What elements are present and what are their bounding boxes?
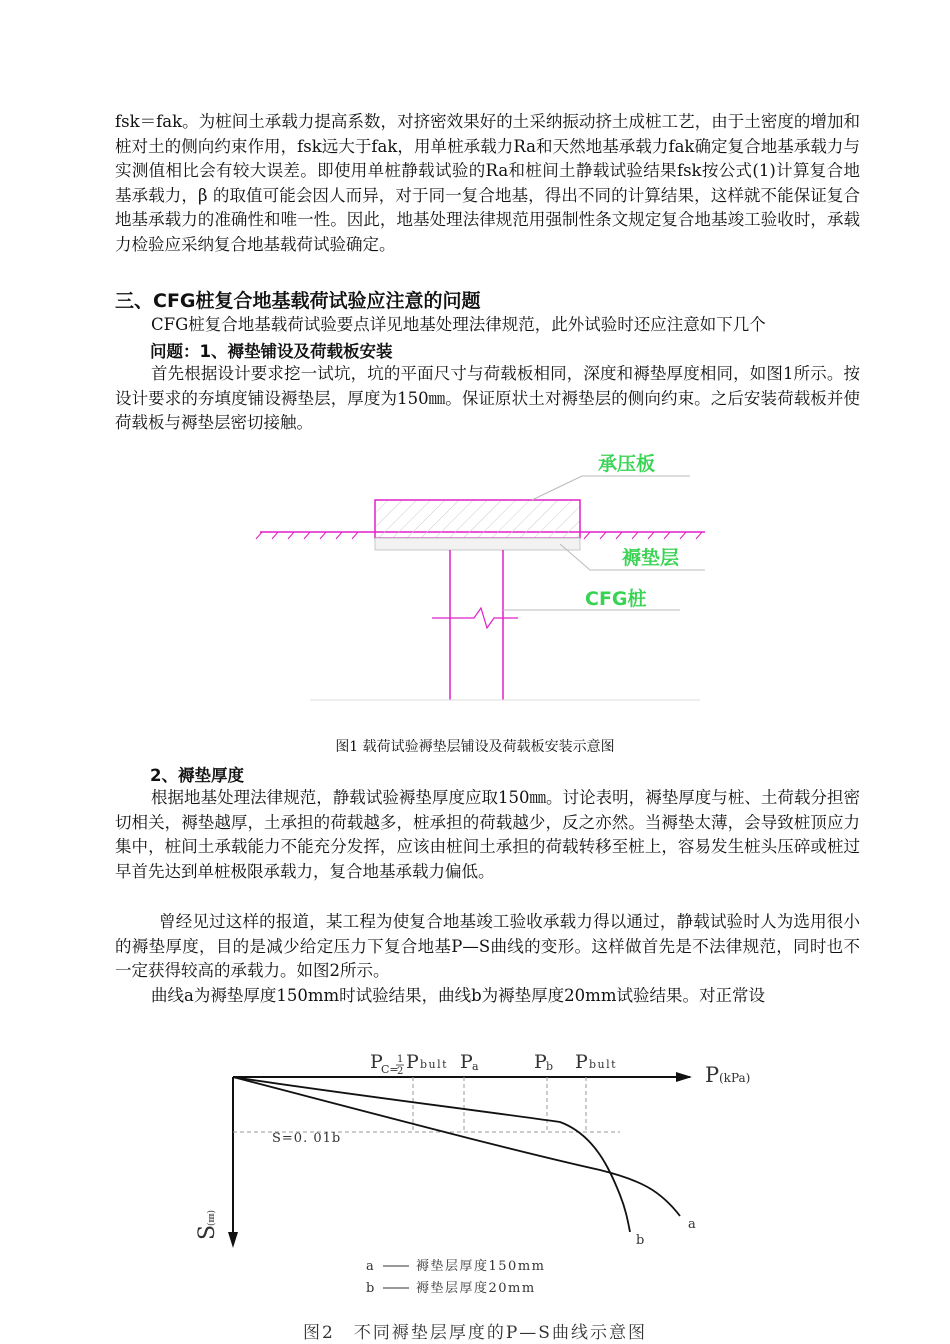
figure-2-chart [180, 1040, 780, 1310]
label-pc-main: P [370, 1051, 383, 1073]
subheading-2: 2、褥垫厚度 [150, 766, 244, 785]
bearing-plate [375, 500, 580, 538]
legend-a-text: 褥垫层厚度150mm [416, 1259, 546, 1274]
label-pc-tail: P [406, 1051, 419, 1073]
label-pc-num: 1 [397, 1054, 404, 1065]
curve-a-label: a [688, 1217, 696, 1232]
figure-1-caption: 图1 载荷试验褥垫层铺设及荷载板安装示意图 [335, 739, 615, 755]
label-s-threshold: S=0. 01b [272, 1131, 342, 1146]
label-pb-sub: b [546, 1060, 554, 1073]
label-pc-den: 2 [397, 1066, 404, 1077]
axis-s-unit: (㎜) [207, 1209, 217, 1226]
paragraph-intro: fsk＝fak。为桩间土承载力提高系数，对挤密效果好的土采纳振动挤土成桩工艺，由于土密度的增加和桩对土的侧向约束作用，fsk远大于fak，用单桩承载力Ra和天然地基承载力fak确定复合地基承载力与实测值相比会有较大误差。即使用单桩静载试验的Ra和桩间土静载试验结果fsk按公式(1)计算复合地基承载力，β 的取值可能会因人而异，对于同一复合地基，得出不同的计算结果，这样就不能保证复合地基承载力的准确性和唯一性。因此，地基处理法律规范用强制性条文规定复合地基竣工验收时，承载力检验应采纳复合地基载荷试验确定。 [115, 112, 860, 254]
curve-a [233, 1077, 680, 1216]
section-heading-3: 三、CFG桩复合地基载荷试验应注意的问题 [115, 290, 481, 312]
pile-break [432, 608, 518, 628]
paragraph-cfg-intro: CFG桩复合地基载荷试验要点详见地基处理法律规范，此外试验时还应注意如下几个 [151, 315, 766, 334]
label-cfg-pile: CFG桩 [585, 588, 647, 610]
legend-b-key: b [366, 1281, 376, 1296]
figure-1-diagram [250, 440, 720, 705]
label-pa-sub: a [472, 1060, 479, 1073]
paragraph-curves: 曲线a为褥垫厚度150mm时试验结果，曲线b为褥垫厚度20mm试验结果。对正常设 [151, 986, 765, 1005]
label-bearing-plate: 承压板 [598, 453, 656, 475]
label-pbult: P [575, 1051, 588, 1073]
curve-b-label: b [636, 1233, 645, 1248]
axis-s-label: S [195, 1224, 220, 1240]
paragraph-cushion-thickness: 根据地基处理法律规范，静载试验褥垫厚度应取150㎜。讨论表明，褥垫厚度与桩、土荷载分担密切相关，褥垫越厚，土承担的荷载越多，桩承担的荷载越少，反之亦然。当褥垫太薄，会导致桩顶应力集中，桩间土承载能力不能充分发挥，应该由桩间土承担的荷载转移至桩上，容易发生桩头压碎或桩过早首先达到单桩极限承载力，复合地基承载力偏低。 [115, 788, 860, 881]
label-pc-sub: C= [381, 1063, 399, 1076]
cushion-layer [375, 538, 580, 550]
axis-p-unit: (kPa) [719, 1071, 751, 1085]
label-pa: P [460, 1051, 473, 1073]
label-pb: P [534, 1051, 547, 1073]
legend-a-key: a [366, 1259, 376, 1274]
label-pbult-sub: bult [589, 1058, 618, 1071]
legend-b-text: 褥垫层厚度20mm [416, 1281, 536, 1296]
label-cushion: 褥垫层 [622, 547, 680, 569]
paragraph-cushion-install: 首先根据设计要求挖一试坑，坑的平面尺寸与荷载板相同，深度和褥垫厚度相同，如图1所示。按设计要求的夯填度铺设褥垫层，厚度为150㎜。保证原状土对褥垫层的侧向约束。之后安装荷载板并使荷载板与褥垫层密切接触。 [115, 364, 860, 432]
axis-p-label: P [705, 1063, 720, 1087]
curve-b [233, 1077, 630, 1232]
subheading-1: 问题：1、褥垫铺设及荷载板安装 [150, 342, 393, 361]
paragraph-report: 曾经见过这样的报道，某工程为使复合地基竣工验收承载力得以通过，静载试验时人为选用很小的褥垫厚度，目的是减少给定压力下复合地基P—S曲线的变形。这样做首先是不法律规范，同时也不一定获得较高的承载力。如图2所示。 [115, 912, 860, 980]
figure-2-caption: 图2 不同褥垫层厚度的P—S曲线示意图 [303, 1323, 647, 1343]
label-pc-tail-sub: bult [420, 1058, 449, 1071]
leader-plate [532, 476, 582, 500]
